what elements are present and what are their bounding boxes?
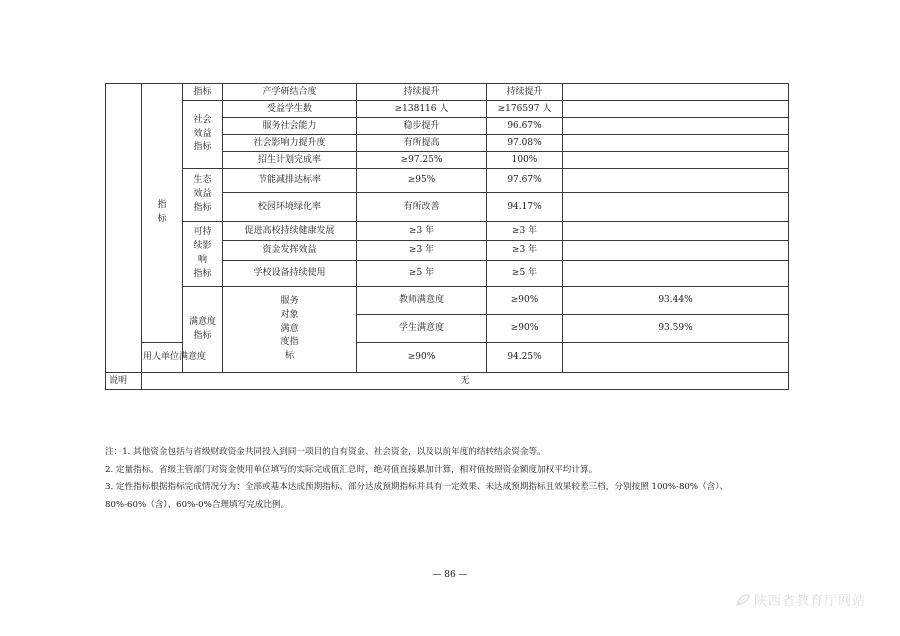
target-value: ≥5 年 xyxy=(357,261,487,287)
indicator-name: 受益学生数 xyxy=(223,101,357,118)
leaf-logo-icon xyxy=(735,593,751,607)
first-level-label: 指标 xyxy=(183,84,223,101)
social-benefit-group-label xyxy=(183,101,223,169)
indicator-name: 资金发挥效益 xyxy=(223,241,357,261)
label-line: 满意 xyxy=(280,323,299,334)
label-line: 指标 xyxy=(193,268,212,279)
label-line: 指标 xyxy=(193,142,212,153)
label-line: 标 xyxy=(157,214,167,224)
target-value: ≥90% xyxy=(487,287,563,315)
target-value: ≥3 年 xyxy=(357,222,487,241)
empty-cell xyxy=(563,193,789,222)
table-row xyxy=(106,287,789,315)
actual-value: 97.67% xyxy=(487,169,563,193)
label-line: 对象 xyxy=(280,309,299,320)
blank-category-cell xyxy=(106,84,142,373)
label-line: 指 xyxy=(157,200,167,211)
actual-value: 100% xyxy=(487,152,563,169)
table-row xyxy=(106,373,789,390)
performance-indicator-table xyxy=(105,83,789,390)
table-row xyxy=(106,84,789,101)
label-line: 标 xyxy=(284,351,294,362)
label-line: 续影 xyxy=(193,241,212,252)
target-value: 有所提高 xyxy=(357,135,487,152)
footnote-2: 2. 定量指标。省级主管部门对资金使用单位填写的实际完成值汇总时，绝对值直接累加计算，相对值按照资金额度加权平均计算。 xyxy=(105,464,598,475)
empty-cell xyxy=(563,135,789,152)
indicator-name: 教师满意度 xyxy=(357,287,487,315)
label-line: 指标 xyxy=(193,202,212,213)
empty-cell xyxy=(563,343,789,373)
empty-cell xyxy=(563,222,789,241)
indicator-name: 用人单位满意度 xyxy=(142,343,183,373)
indicator-name: 校园环境绿化率 xyxy=(223,193,357,222)
indicator-name: 节能减排达标率 xyxy=(223,169,357,193)
actual-value: ≥176597 人 xyxy=(487,101,563,118)
label-line: 指标 xyxy=(193,330,212,341)
indicator-name: 学校设备持续使用 xyxy=(223,261,357,287)
table-row xyxy=(106,169,789,193)
footnote-3-continued: 80%-60%（含）、60%-0%合理填写完成比例。 xyxy=(105,499,290,510)
label-line: 可持 xyxy=(193,227,212,238)
sustainability-group-label xyxy=(183,222,223,287)
empty-cell xyxy=(563,169,789,193)
empty-cell xyxy=(563,261,789,287)
actual-value: 96.67% xyxy=(487,118,563,135)
eco-benefit-group-label xyxy=(183,169,223,222)
actual-value: ≥3 年 xyxy=(487,222,563,241)
label-line: 效益 xyxy=(193,128,212,139)
actual-value: 94.17% xyxy=(487,193,563,222)
remarks-label: 说明 xyxy=(106,373,142,390)
empty-cell xyxy=(563,241,789,261)
actual-value: ≥5 年 xyxy=(487,261,563,287)
empty-cell xyxy=(563,101,789,118)
outcome-indicators-label xyxy=(142,84,183,343)
actual-value: ≥3 年 xyxy=(487,241,563,261)
label-line: 社会 xyxy=(193,114,212,125)
empty-cell xyxy=(563,118,789,135)
label-line: 响 xyxy=(197,255,207,265)
target-value: ≥3 年 xyxy=(357,241,487,261)
target-value: 有所改善 xyxy=(357,193,487,222)
label-line: 服务 xyxy=(280,295,299,306)
watermark-text: 陕西省教育厅网站 xyxy=(753,594,866,609)
actual-value: 持续提升 xyxy=(487,84,563,101)
actual-value: 94.25% xyxy=(487,343,563,373)
indicator-name: 服务社会能力 xyxy=(223,118,357,135)
indicator-name: 社会影响力提升度 xyxy=(223,135,357,152)
indicator-name: 招生计划完成率 xyxy=(223,152,357,169)
table-row xyxy=(106,101,789,118)
target-value: 稳步提升 xyxy=(357,118,487,135)
actual-value: 97.08% xyxy=(487,135,563,152)
service-satisfaction-group-label xyxy=(223,287,357,373)
footnote-1: 注：1. 其他资金包括与省级财政资金共同投入到同一项目的自有资金、社会资金，以及以前年度的结转结余资金等。 xyxy=(105,447,546,457)
page-number: — 86 — xyxy=(432,570,468,580)
label-line: 满意度 xyxy=(188,316,216,327)
target-value: 持续提升 xyxy=(357,84,487,101)
empty-cell xyxy=(563,152,789,169)
indicator-name: 产学研结合度 xyxy=(223,84,357,101)
remarks-value: 无 xyxy=(142,373,789,390)
actual-value: 93.59% xyxy=(563,315,789,343)
actual-value: 93.44% xyxy=(563,287,789,315)
indicator-name: 学生满意度 xyxy=(357,315,487,343)
footnotes xyxy=(105,444,795,514)
target-value: ≥138116 人 xyxy=(357,101,487,118)
label-line: 生态 xyxy=(193,175,212,186)
target-value: ≥95% xyxy=(357,169,487,193)
site-watermark xyxy=(735,590,866,609)
target-value: ≥97.25% xyxy=(357,152,487,169)
empty-cell xyxy=(563,84,789,101)
label-line: 效益 xyxy=(193,189,212,200)
indicator-name: 促进高校持续健康发展 xyxy=(223,222,357,241)
target-value: ≥90% xyxy=(357,343,487,373)
table-row xyxy=(106,222,789,241)
target-value: ≥90% xyxy=(487,315,563,343)
footnote-3: 3. 定性指标根据指标完成情况分为：全部或基本达成预期指标、部分达成预期指标并具有一定效果、未达成预期指标且效果较差三档，分别按照 100%-80%（含）、 xyxy=(105,482,729,492)
label-line: 度指 xyxy=(280,337,299,348)
